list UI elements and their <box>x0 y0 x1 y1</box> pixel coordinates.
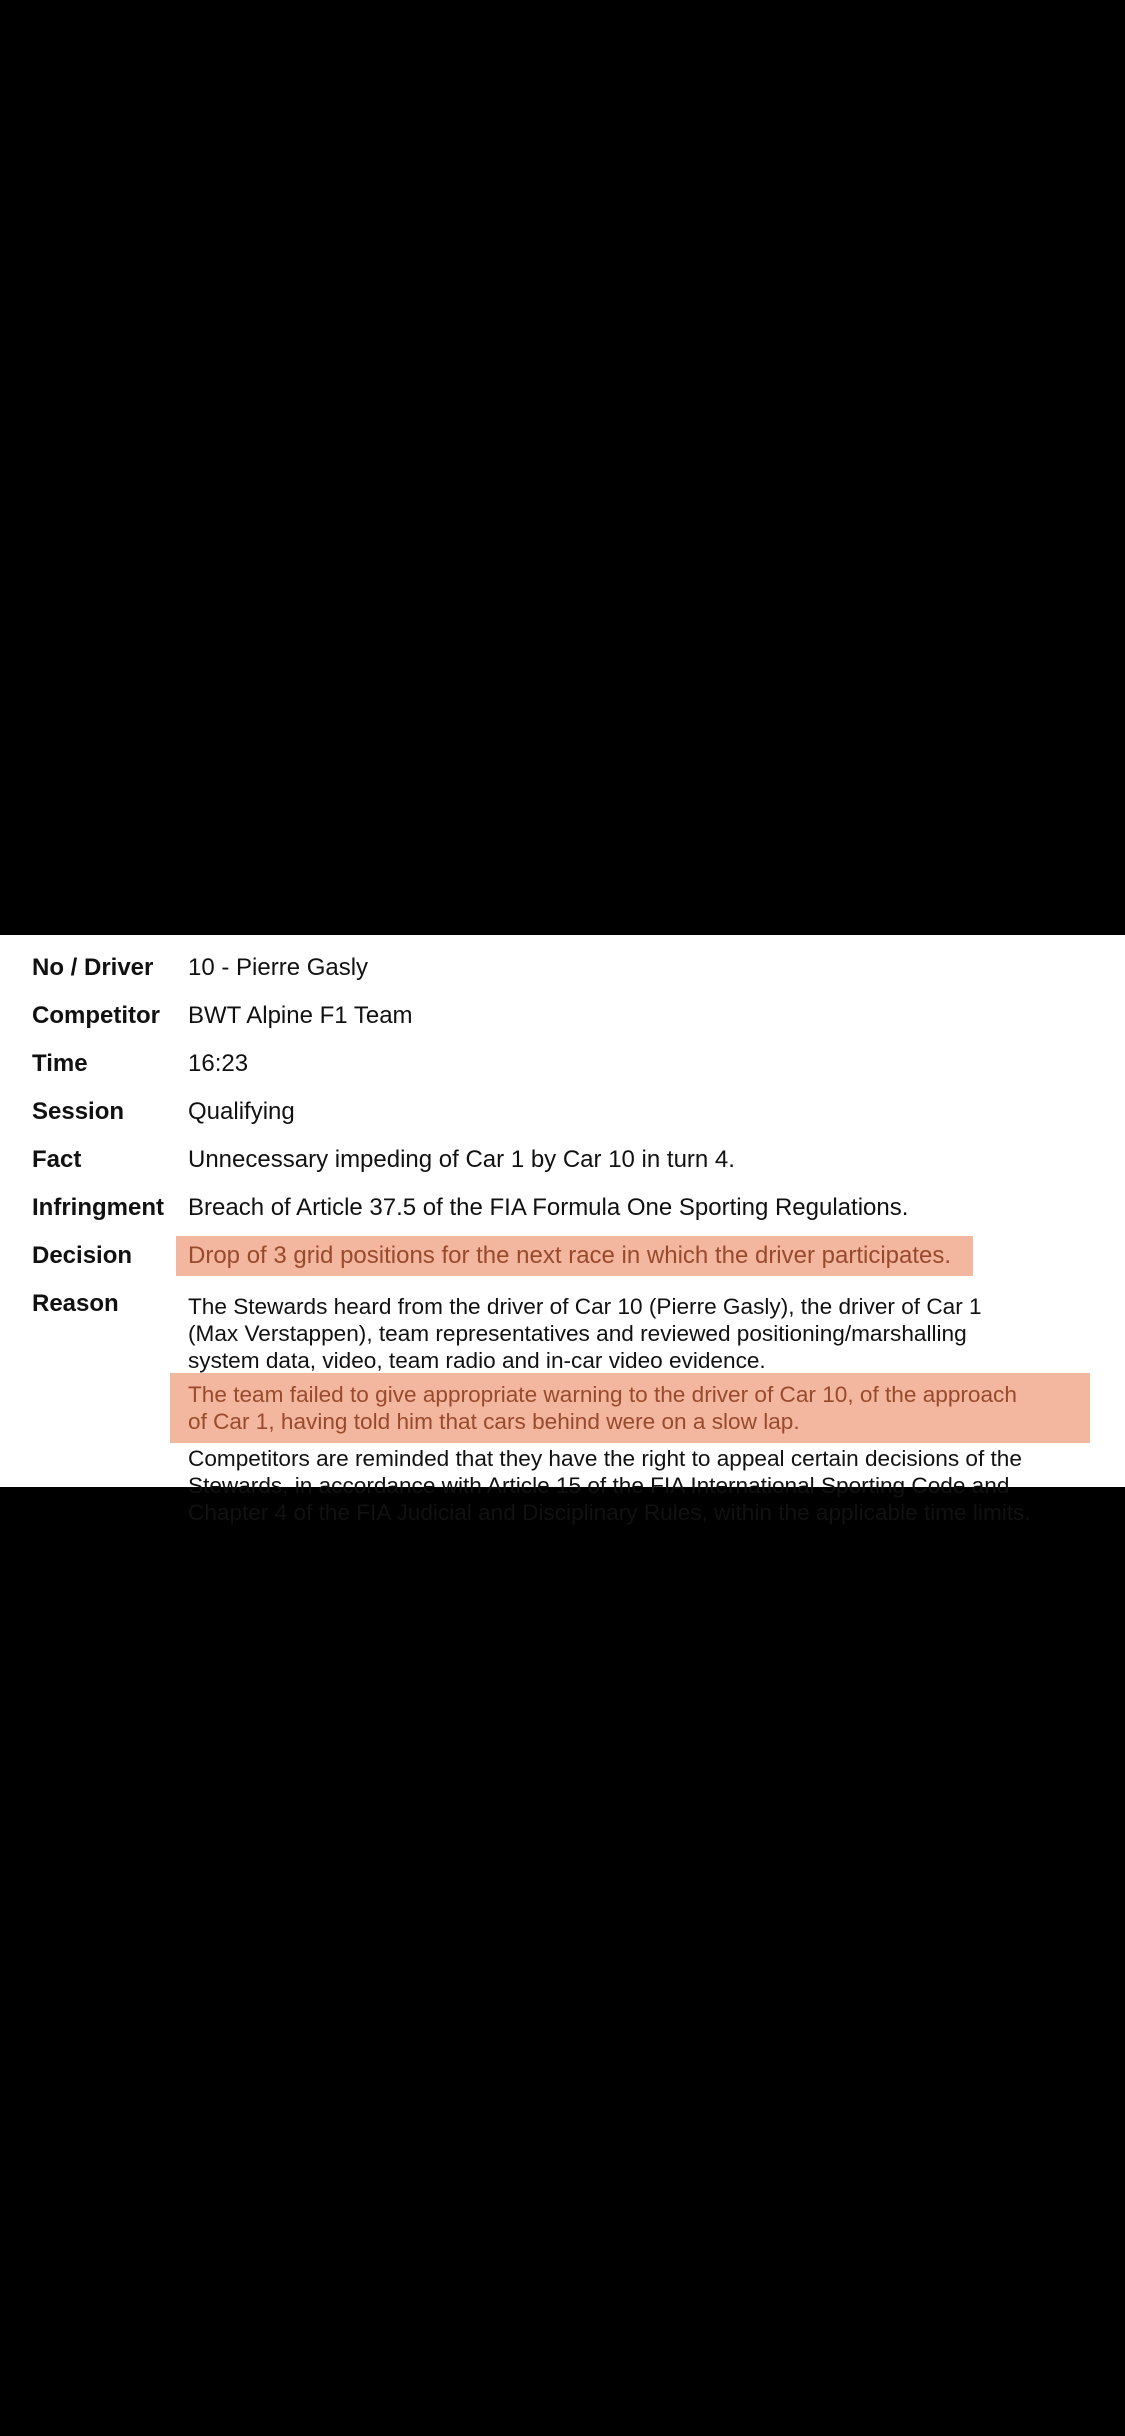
reason-p2-line: The team failed to give appropriate warning to the driver of Car 10, of the approach <box>188 1382 1017 1407</box>
reason-p3-line: Stewards, in accordance with Article 15 of the FIA International Sporting Code and <box>188 1473 1010 1498</box>
reason-p1-line: The Stewards heard from the driver of Car 10 (Pierre Gasly), the driver of Car 1 <box>188 1294 982 1319</box>
reason-paragraph-1 <box>188 1293 1098 1374</box>
label-decision: Decision <box>32 1242 133 1269</box>
value-infringement: Breach of Article 37.5 of the FIA Formula One Sporting Regulations. <box>188 1194 909 1221</box>
value-session: Qualifying <box>188 1098 295 1125</box>
reason-p1-line: (Max Verstappen), team representatives and reviewed positioning/marshalling <box>188 1321 967 1346</box>
value-fact: Unnecessary impeding of Car 1 by Car 10 in turn 4. <box>188 1146 735 1173</box>
label-driver: No / Driver <box>32 954 154 981</box>
reason-p3-line: Competitors are reminded that they have the right to appeal certain decisions of the <box>188 1446 1022 1471</box>
reason-p1-line: system data, video, team radio and in-car video evidence. <box>188 1348 766 1373</box>
value-decision: Drop of 3 grid positions for the next race in which the driver participates. <box>188 1242 952 1269</box>
label-time: Time <box>32 1050 88 1077</box>
value-competitor: BWT Alpine F1 Team <box>188 1002 413 1029</box>
stewards-decision-document <box>0 935 1125 1525</box>
value-time: 16:23 <box>188 1050 249 1077</box>
label-competitor: Competitor <box>32 1002 160 1029</box>
label-reason: Reason <box>32 1290 119 1317</box>
reason-paragraph-2 <box>188 1381 1098 1435</box>
reason-paragraph-3 <box>188 1445 1098 1526</box>
value-driver: 10 - Pierre Gasly <box>188 954 369 981</box>
label-session: Session <box>32 1098 125 1125</box>
label-fact: Fact <box>32 1146 82 1173</box>
label-infringement: Infringment <box>32 1194 164 1221</box>
reason-p3-line: Chapter 4 of the FIA Judicial and Disciplinary Rules, within the applicable time limits. <box>188 1500 1031 1525</box>
reason-p2-line: of Car 1, having told him that cars behind were on a slow lap. <box>188 1409 800 1434</box>
